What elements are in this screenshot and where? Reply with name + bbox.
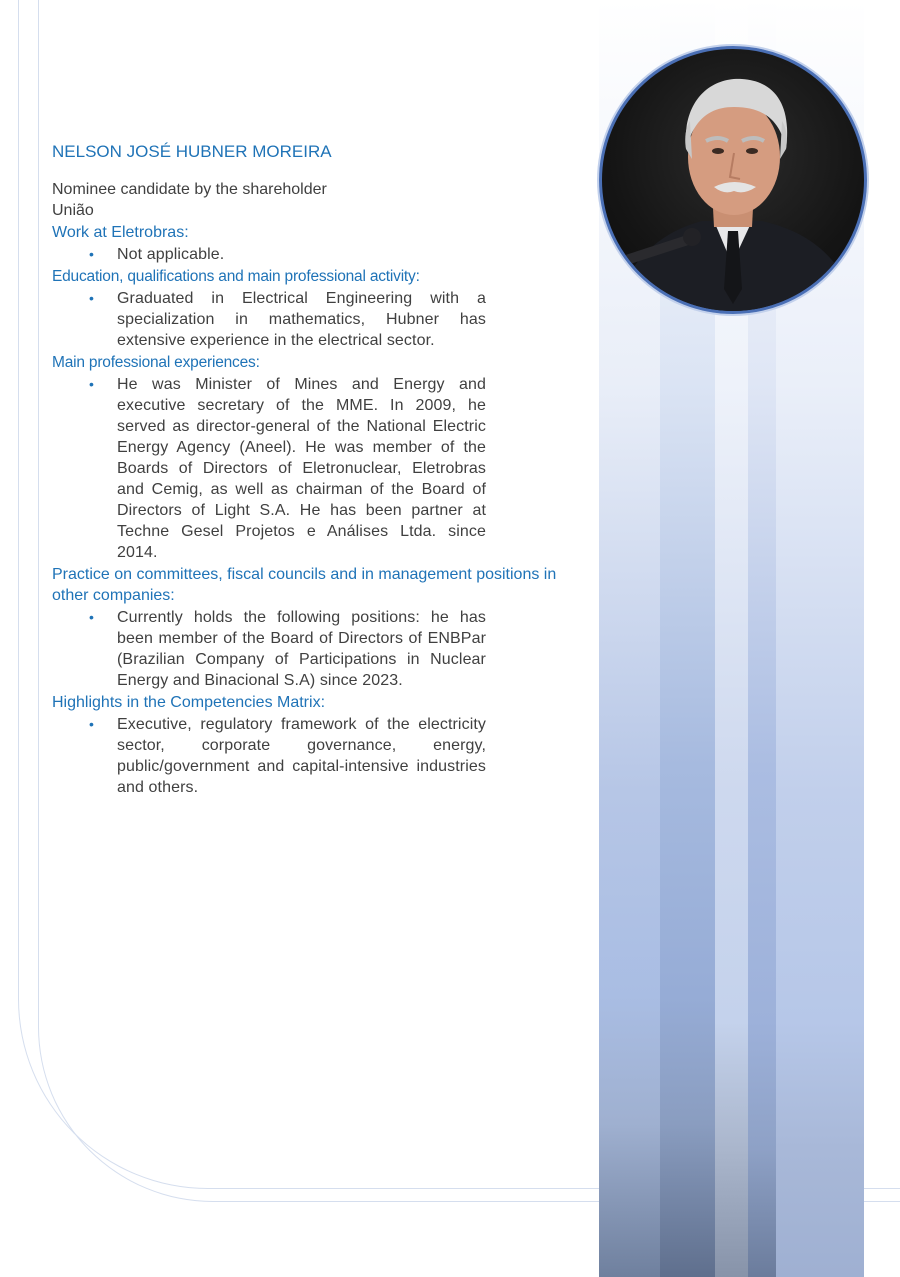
list-item: • Graduated in Electrical Engineering with a specialization in mathematics, Hubner has extensive experience in the electrical sector. bbox=[117, 288, 486, 351]
section-heading-competencies: Highlights in the Competencies Matrix: bbox=[52, 694, 326, 711]
candidate-portrait bbox=[599, 46, 867, 314]
list-item: • Currently holds the following positions: he has been member of the Board of Directors of ENBPar (Brazilian Company of Participations in Nuclear Energy and Binacional S.A) since 2023. bbox=[117, 607, 486, 691]
section-list-competencies bbox=[52, 714, 486, 798]
nominee-line: Nominee candidate by the shareholder bbox=[52, 181, 327, 198]
list-item: • He was Minister of Mines and Energy and executive secretary of the MME. In 2009, he served as director-general of the National Electric Energy Agency (Aneel). He was member of the Boards of Directors of Eletronuclear, Eletrobras and Cemig, as well as chairman of the Board of Directors of Light S.A. He has been partner at Techne Gesel Projetos e Análises Ltda. since 2014. bbox=[117, 374, 486, 563]
section-list-work bbox=[52, 244, 486, 265]
section-list-education bbox=[52, 288, 486, 351]
section-list-committees bbox=[52, 607, 486, 691]
section-heading-experiences: Main professional experiences: bbox=[52, 354, 260, 371]
candidate-name: NELSON JOSÉ HUBNER MOREIRA bbox=[52, 142, 332, 161]
list-item: • Not applicable. bbox=[117, 244, 486, 265]
portrait-illustration bbox=[602, 49, 864, 311]
section-heading-work: Work at Eletrobras: bbox=[52, 224, 189, 241]
nominee-shareholder: União bbox=[52, 202, 94, 219]
candidate-profile bbox=[52, 142, 586, 799]
section-heading-committees: Practice on committees, fiscal councils and in management positions in other companies: bbox=[52, 566, 557, 604]
section-heading-education: Education, qualifications and main professional activity: bbox=[52, 268, 420, 285]
section-list-experiences bbox=[52, 374, 486, 563]
list-item: • Executive, regulatory framework of the electricity sector, corporate governance, energy, public/government and capital-intensive industries and others. bbox=[117, 714, 486, 798]
